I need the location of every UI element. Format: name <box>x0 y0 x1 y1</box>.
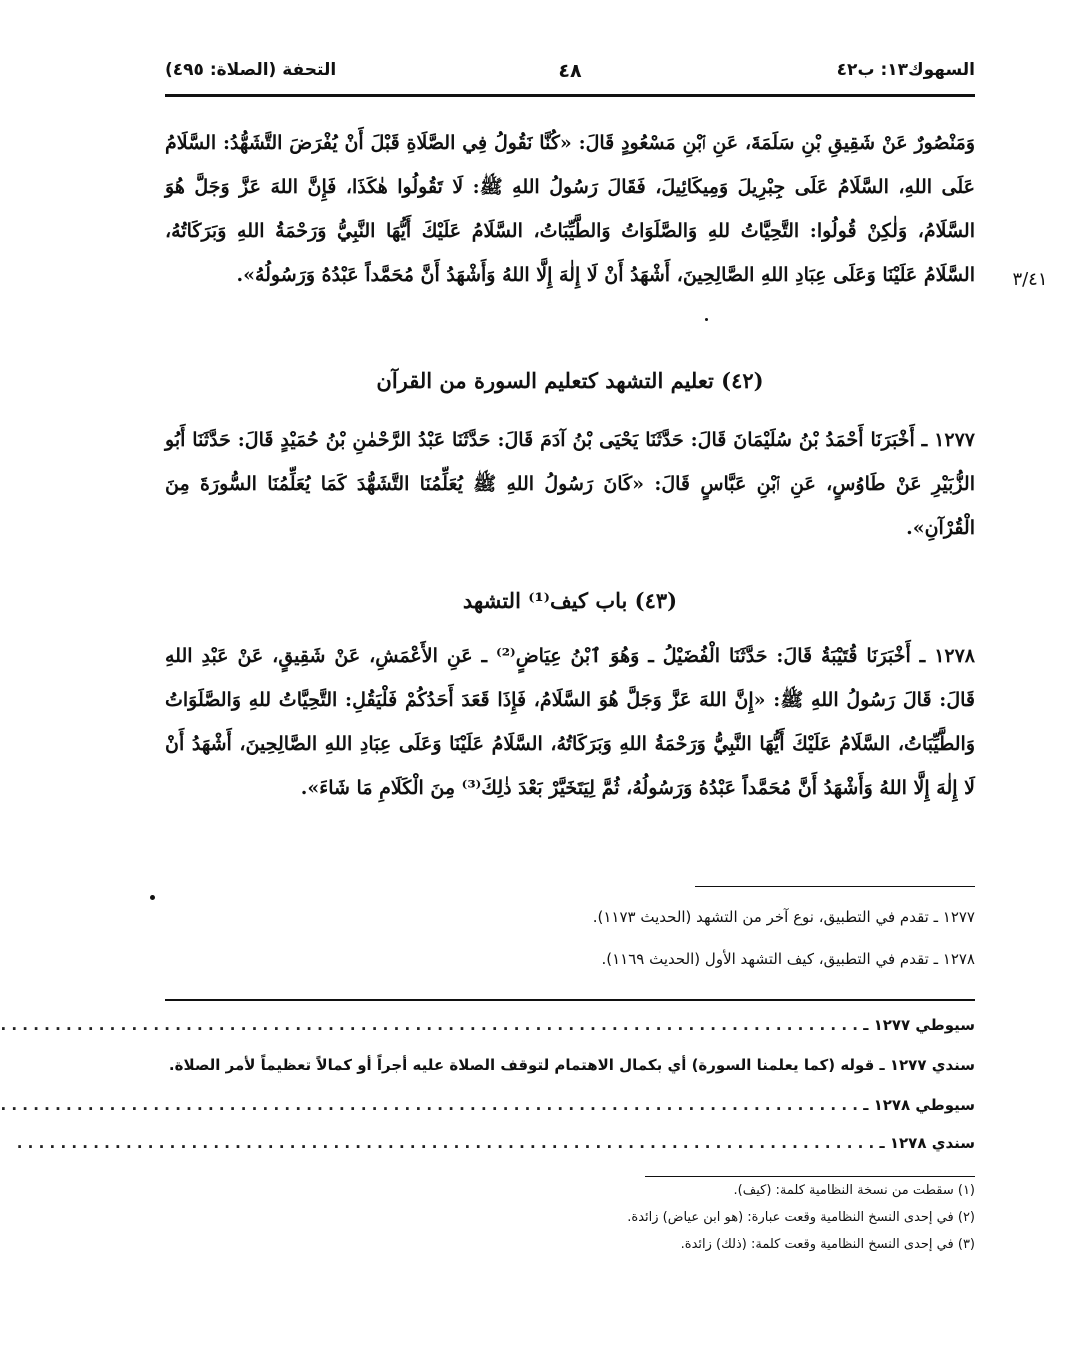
ink-speck <box>705 318 708 321</box>
hadith-1278: ١٢٧٨ ـ أَخْبَرَنَا قُتَيْبَةُ قَالَ: حَدَّثَنَا الْفُضَيْلُ ـ وَهُوَ ٱبْنُ عِيَاضٍ⁽²⁾ ـ عَنِ الأَعْمَشِ، عَنْ شَقِيقٍ، عَنْ عَبْدِ اللهِ قَالَ: قَالَ رَسُولُ اللهِ ﷺ: «إِنَّ اللهَ عَزَّ وَجَلَّ هُوَ السَّلَامُ، فَإِذَا قَعَدَ أَحَدُكُمْ فَلْيَقُلِ: التَّحِيَّاتُ للهِ وَالصَّلَوَاتُ وَالطَّيِّبَاتُ، السَّلَامُ عَلَيْكَ أَيُّهَا النَّبِيُّ وَرَحْمَةُ اللهِ وَبَرَكَاتُهُ، السَّلَامُ عَلَيْنَا وَعَلَى عِبَادِ اللهِ الصَّالِحِينَ، أَشْهَدُ أَنْ لَا إِلٰهَ إِلَّا اللهُ وَأَشْهَدُ أَنَّ مُحَمَّداً عَبْدُهُ وَرَسُولُهُ، ثُمَّ لِيَتَخَيَّرْ بَعْدَ ذٰلِكَ⁽³⁾ مِنَ الْكَلَامِ مَا شَاءَ». <box>165 645 976 799</box>
page-number: ٤٨ <box>558 60 582 82</box>
commentary-text: سندي ١٢٧٧ ـ قوله (كما يعلمنا السورة) أي بكمال الاهتمام لتوقف الصلاة عليه أجراً أو كمالاً تعظيماً لأمر الصلاة. <box>168 1056 975 1074</box>
commentary-label: سيوطي ١٢٧٧ ـ <box>863 1016 975 1034</box>
commentary-divider <box>165 999 975 1001</box>
footnote-3: (٣) في إحدى النسخ النظامية وقعت كلمة: (ذلك) زائدة. <box>680 1237 975 1252</box>
commentary-label: سيوطي ١٢٧٨ ـ <box>863 1096 975 1114</box>
footnotes-divider <box>645 1176 975 1177</box>
commentary-suyuti-1277 <box>0 1016 975 1034</box>
intro-paragraph: وَمَنْصُورٌ عَنْ شَقِيقِ بْنِ سَلَمَةَ، عَنِ ٱبْنِ مَسْعُودٍ قَالَ: «كُنَّا نَقُولُ فِي الصَّلَاةِ قَبْلَ أَنْ يُفْرَضَ التَّشَهُّدُ: السَّلَامُ عَلَى اللهِ، السَّلَامُ عَلَى جِبْرِيلَ وَمِيكَائِيلَ، فَقَالَ رَسُولُ اللهِ ﷺ: لَا تَقُولُوا هٰكَذَا، فَإِنَّ اللهَ عَزَّ وَجَلَّ هُوَ السَّلَامُ، وَلٰكِنْ قُولُوا: التَّحِيَّاتُ للهِ وَالصَّلَوَاتُ وَالطَّيِّبَاتُ، السَّلَامُ عَلَيْكَ أَيُّهَا النَّبِيُّ وَرَحْمَةُ اللهِ وَبَرَكَاتُهُ، السَّلَامُ عَلَيْنَا وَعَلَى عِبَادِ اللهِ الصَّالِحِينَ، أَشْهَدُ أَنْ لَا إِلٰهَ إِلَّا اللهُ وَأَشْهَدُ أَنَّ مُحَمَّداً عَبْدُهُ وَرَسُولُهُ». <box>165 132 975 286</box>
stray-mark <box>150 895 155 900</box>
header-tuhfa-ref: التحفة (الصلاة: ٤٩٥) <box>165 60 337 80</box>
commentary-sindi-1277 <box>165 1056 975 1074</box>
commentary-label: سندي ١٢٧٨ ـ <box>879 1134 975 1152</box>
chapter-title-42: (٤٢) تعليم التشهد كتعليم السورة من القرآن <box>376 368 764 393</box>
hadith-1277: ١٢٧٧ ـ أَخْبَرَنَا أَحْمَدُ بْنُ سُلَيْمَانَ قَالَ: حَدَّثَنَا يَحْيَى بْنُ آدَمَ قَالَ: حَدَّثَنَا عَبْدُ الرَّحْمٰنِ بْنُ حُمَيْدٍ قَالَ: حَدَّثَنَا أَبُو الزُّبَيْرِ عَنْ طَاوُسٍ، عَنِ ٱبْنِ عَبَّاسٍ قَالَ: «كَانَ رَسُولُ اللهِ ﷺ يُعَلِّمُنَا التَّشَهُّدَ كَمَا يُعَلِّمُنَا السُّورَةَ مِنَ الْقُرْآنِ». <box>165 429 975 539</box>
references-divider <box>695 886 975 887</box>
commentary-dots: . . . . . . . . . . . . . . . . . . . . . . . . . . . . . . . . . . . . . . . . . . . . . . . . . . . . . . . . . . . . . . . . . . . . . . . . . . . . . . . <box>0 1096 858 1114</box>
commentary-dots: . . . . . . . . . . . . . . . . . . . . . . . . . . . . . . . . . . . . . . . . . . . . . . . . . . . . . . . . . . . . . . . . . . . . . . . . . . . . . . . <box>0 1016 858 1034</box>
commentary-suyuti-1278 <box>0 1096 975 1114</box>
commentary-sindi-1278 <box>16 1134 975 1152</box>
header-manuscript-ref: السهوك١٣: ب٤٢ <box>836 60 975 80</box>
margin-note: ٣/٤١ <box>1012 269 1048 290</box>
footnote-2: (٢) في إحدى النسخ النظامية وقعت عبارة: (هو ابن عياض) زائدة. <box>627 1210 975 1225</box>
reference-1278: ١٢٧٨ ـ تقدم في التطبيق، كيف التشهد الأول (الحديث ١١٦٩). <box>601 950 975 968</box>
header-divider <box>165 94 975 97</box>
chapter-title-43: (٤٣) باب كيف⁽¹⁾ التشهد <box>462 588 678 613</box>
footnote-1: (١) سقطت من نسخة النظامية كلمة: (كيف). <box>733 1183 975 1198</box>
page-header <box>165 60 975 88</box>
commentary-dots: . . . . . . . . . . . . . . . . . . . . . . . . . . . . . . . . . . . . . . . . . . . . . . . . . . . . . . . . . . . . . . . . . . . . . . . . . . . . . . . <box>16 1134 875 1152</box>
reference-1277: ١٢٧٧ ـ تقدم في التطبيق، نوع آخر من التشهد (الحديث ١١٧٣). <box>592 908 975 926</box>
